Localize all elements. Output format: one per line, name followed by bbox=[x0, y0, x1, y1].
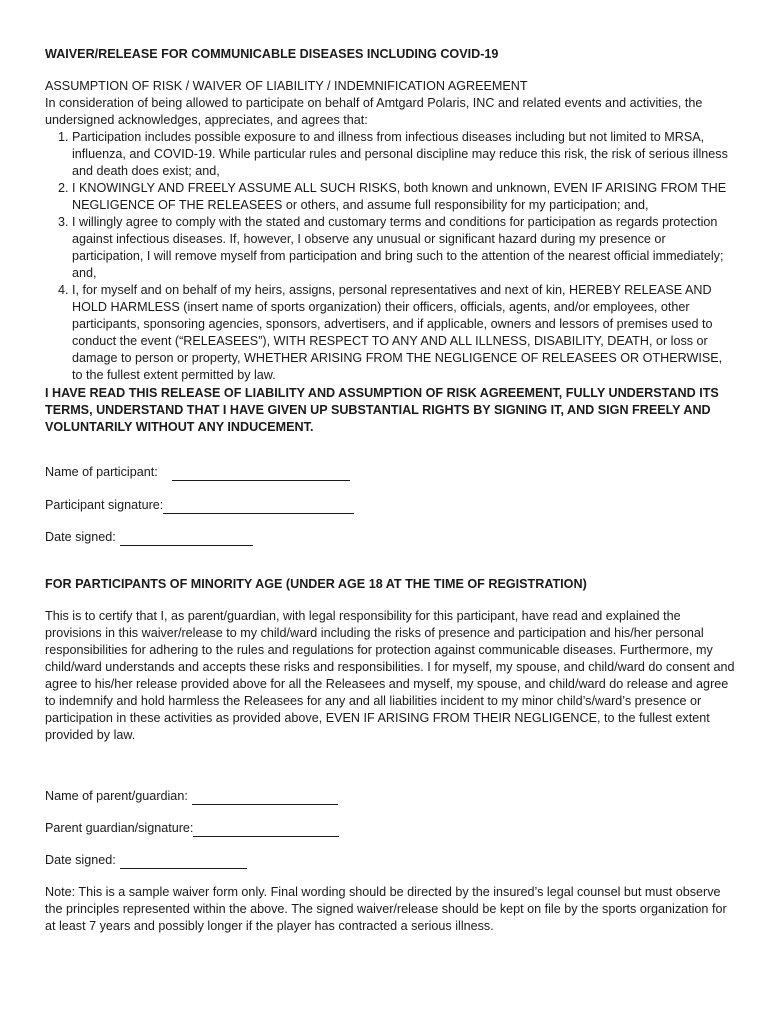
participant-signature-label: Participant signature: bbox=[45, 498, 164, 512]
minor-section-heading: FOR PARTICIPANTS OF MINORITY AGE (UNDER AGE 18 AT THE TIME OF REGISTRATION) bbox=[45, 577, 587, 591]
guardian-signature-field[interactable] bbox=[45, 820, 735, 837]
guardian-name-label: Name of parent/guardian: bbox=[45, 789, 188, 803]
disclaimer-note: Note: This is a sample waiver form only. Final wording should be directed by the insured’s legal counsel but must observe the principles represented within the above. The signed waiver/release should be kept on file by the sports organization for at least 7 years and possibly longer if the player has contracted a serious illness. bbox=[45, 885, 727, 933]
acknowledgement-statement: I HAVE READ THIS RELEASE OF LIABILITY AND ASSUMPTION OF RISK AGREEMENT, FULLY UNDERSTAND ITS TERMS, UNDERSTAND THAT I HAVE GIVEN UP SUBSTANTIAL RIGHTS BY SIGNING IT, AND SIGN FREELY AND VOLUNTARILY WITHOUT ANY INDUCEMENT. bbox=[45, 386, 719, 434]
participant-date-line[interactable] bbox=[120, 532, 253, 546]
terms-item: 4. I, for myself and on behalf of my heirs, assigns, personal representatives and next of kin, HEREBY RELEASE AND HOLD HARMLESS (insert name of sports organization) their officers, officials, agents, and/or employees, other participants, sponsoring agencies, sponsors, advertisers, and if applicable, owners and lessors of premises used to conduct the event (“RELEASEES”), WITH RESPECT TO ANY AND ALL ILLNESS, DISABILITY, DEATH, or loss or damage to person or property, WHETHER ARISING FROM THE NEGLIGENCE OF RELEASEES OR OTHERWISE, to the fullest extent permitted by law. bbox=[72, 282, 735, 384]
terms-item: 3. I willingly agree to comply with the stated and customary terms and conditions for participation as regards protection against infectious diseases. If, however, I observe any unusual or significant hazard during my presence or participation, I will remove myself from participation and bring such to the attention of the nearest official immediately; and, bbox=[72, 214, 735, 282]
terms-item: 1. Participation includes possible exposure to and illness from infectious diseases including but not limited to MRSA, influenza, and COVID-19. While particular rules and personal discipline may reduce this risk, the risk of serious illness and death does exist; and, bbox=[72, 129, 735, 180]
guardian-signature-label: Parent guardian/signature: bbox=[45, 821, 194, 835]
participant-name-field[interactable] bbox=[45, 464, 735, 481]
participant-signature-line[interactable] bbox=[163, 500, 354, 514]
participant-name-line[interactable] bbox=[172, 467, 350, 481]
guardian-date-field[interactable] bbox=[45, 852, 735, 869]
guardian-name-field[interactable] bbox=[45, 788, 735, 805]
guardian-date-line[interactable] bbox=[120, 855, 247, 869]
guardian-name-line[interactable] bbox=[192, 791, 338, 805]
terms-list bbox=[45, 129, 735, 384]
participant-date-field[interactable] bbox=[45, 529, 735, 546]
waiver-document bbox=[45, 46, 735, 935]
guardian-date-label: Date signed: bbox=[45, 853, 116, 867]
intro-paragraph: In consideration of being allowed to participate on behalf of Amtgard Polaris, INC and related events and activities, the undersigned acknowledges, appreciates, and agrees that: bbox=[45, 96, 703, 127]
document-title: WAIVER/RELEASE FOR COMMUNICABLE DISEASES INCLUDING COVID-19 bbox=[45, 47, 499, 61]
participant-date-label: Date signed: bbox=[45, 530, 116, 544]
document-subtitle: ASSUMPTION OF RISK / WAIVER OF LIABILITY / INDEMNIFICATION AGREEMENT bbox=[45, 79, 528, 93]
minor-section-body: This is to certify that I, as parent/guardian, with legal responsibility for this participant, have read and explained the provisions in this waiver/release to my child/ward including the risks of presence and participation and his/her personal responsibilities for adhering to the rules and regulations for protection against communicable diseases. Furthermore, my child/ward understands and accepts these risks and responsibilities. I for myself, my spouse, and child/ward do consent and agree to his/her release provided above for all the Releasees and myself, my spouse, and child/ward do release and agree to indemnify and hold harmless the Releasees for any and all liabilities incident to my minor child’s/ward’s presence or participation in these activities as provided above, EVEN IF ARISING FROM THEIR NEGLIGENCE, to the fullest extent provided by law. bbox=[45, 609, 735, 742]
participant-name-label: Name of participant: bbox=[45, 465, 158, 479]
guardian-signature-line[interactable] bbox=[193, 823, 339, 837]
terms-item: 2. I KNOWINGLY AND FREELY ASSUME ALL SUCH RISKS, both known and unknown, EVEN IF ARISING FROM THE NEGLIGENCE OF THE RELEASEES or others, and assume full responsibility for my participation; and, bbox=[72, 180, 735, 214]
participant-signature-field[interactable] bbox=[45, 497, 735, 514]
